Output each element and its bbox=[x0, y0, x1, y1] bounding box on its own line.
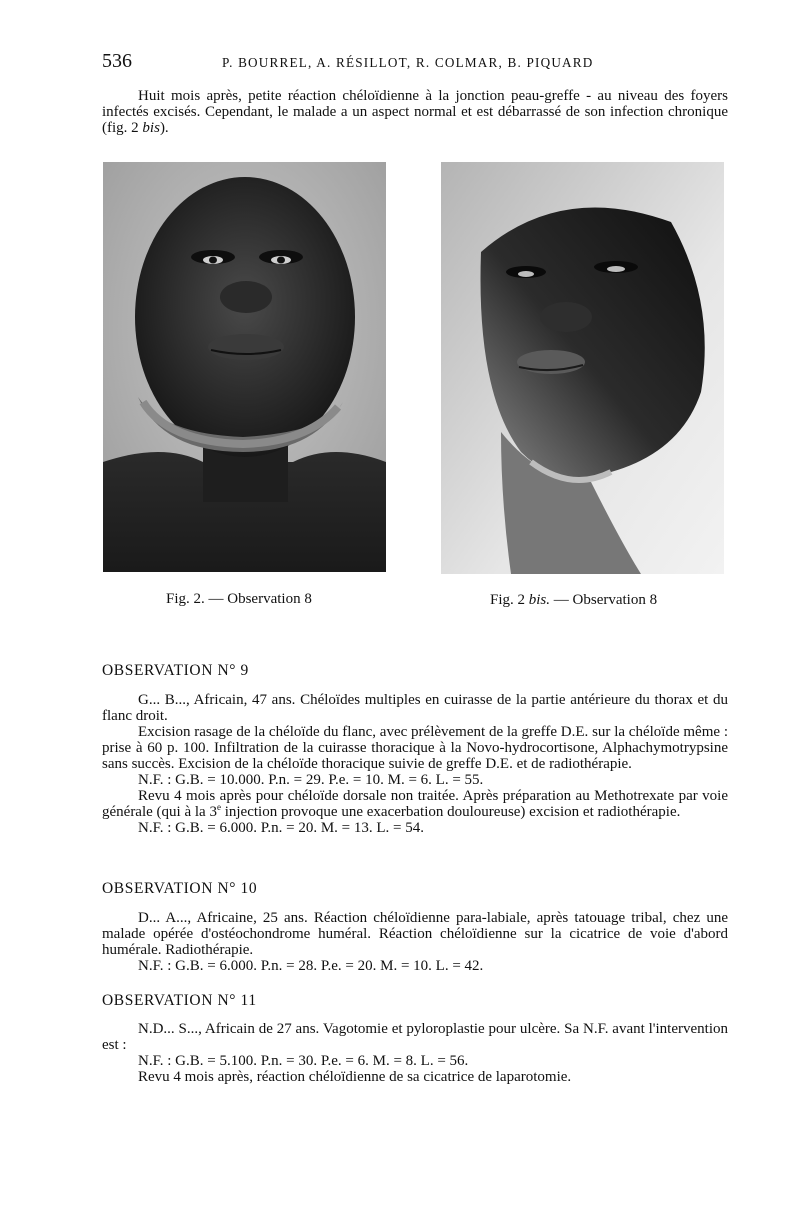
intro-text-end: ). bbox=[159, 120, 169, 136]
observation-9-paragraph-2: Excision rasage de la chéloïde du flanc, avec prélèvement de la greffe D.E. sur la chéloïde même : prise à 60 p. 100. Infiltration de la cuirasse thoracique à la Novo-hydrocortisone, Alphachymotrypsine sans succès. Excision de la chéloïde thoracique suivie de greffe D.E. et de radiothérapie. bbox=[102, 724, 728, 772]
observation-11-paragraph-1: N.D... S..., Africain de 27 ans. Vagotomie et pyloroplastie pour ulcère. Sa N.F. avant l'intervention est : bbox=[102, 1021, 728, 1053]
intro-paragraph bbox=[102, 88, 728, 136]
observation-9-blood-count-1: N.F. : G.B. = 10.000. P.n. = 29. P.e. = 10. M. = 6. L. = 55. bbox=[138, 772, 484, 788]
figure-2-bis-caption-label: Fig. 2 bbox=[490, 592, 529, 608]
observation-11-paragraph-3: Revu 4 mois après, réaction chéloïdienne de sa cicatrice de laparotomie. bbox=[138, 1069, 572, 1085]
observation-10-heading: OBSERVATION N° 10 bbox=[102, 880, 258, 897]
figure-2-bis-photo bbox=[441, 162, 724, 574]
page-number: 536 bbox=[102, 50, 132, 72]
observation-10-paragraph-1: D... A..., Africaine, 25 ans. Réaction chéloïdienne para-labiale, après tatouage tribal, chez une malade opérée d'ostéochondrome huméral. Réaction chéloïdienne sur la cicatrice de voie d'abord humérale. Radiothérapie. bbox=[102, 910, 728, 958]
observation-11-heading: OBSERVATION N° 11 bbox=[102, 992, 257, 1009]
observation-11-body bbox=[102, 1021, 728, 1085]
observation-10-body bbox=[102, 910, 728, 974]
figure-2-bis-caption-text: — Observation 8 bbox=[550, 592, 658, 608]
observation-9-body bbox=[102, 692, 728, 836]
observation-11-blood-count: N.F. : G.B. = 5.100. P.n. = 30. P.e. = 6. M. = 8. L. = 56. bbox=[138, 1053, 469, 1069]
observation-9-paragraph-4 bbox=[102, 788, 728, 820]
figure-2-bis-caption-italic: bis. bbox=[528, 592, 551, 608]
intro-text: Huit mois après, petite réaction chéloïdienne à la jonction peau-greffe - au niveau des foyers infectés excisés. Cependant, le malade a un aspect normal et est débarrassé de son infection chronique (fig. 2 bbox=[102, 88, 728, 136]
running-head bbox=[102, 50, 728, 74]
figure-2-bis-caption bbox=[490, 592, 657, 609]
observation-10-blood-count: N.F. : G.B. = 6.000. P.n. = 28. P.e. = 20. M. = 10. L. = 42. bbox=[138, 958, 484, 974]
observation-9-paragraph-4-text-end: injection provoque une exacerbation douloureuse) excision et radiothérapie. bbox=[220, 804, 681, 820]
observation-9-heading: OBSERVATION N° 9 bbox=[102, 662, 249, 679]
observation-9-paragraph-4-sup: e bbox=[216, 802, 221, 812]
intro-italic: bis bbox=[142, 120, 160, 136]
observation-9-paragraph-1: G... B..., Africain, 47 ans. Chéloïdes multiples en cuirasse de la partie antérieure du thorax et du flanc droit. bbox=[102, 692, 728, 724]
figure-2-photo bbox=[103, 162, 386, 572]
figure-2-caption-text: — Observation 8 bbox=[204, 591, 312, 607]
observation-9-paragraph-4-text: Revu 4 mois après pour chéloïde dorsale non traitée. Après préparation au Methotrexate par voie générale (qui à la 3 bbox=[102, 788, 728, 820]
observation-9-blood-count-2: N.F. : G.B. = 6.000. P.n. = 20. M. = 13. L. = 54. bbox=[138, 820, 424, 836]
figure-2-caption-label: Fig. 2. bbox=[166, 591, 205, 607]
figure-2-caption bbox=[166, 591, 312, 608]
author-line: P. BOURREL, A. RÉSILLOT, R. COLMAR, B. PIQUARD bbox=[222, 55, 594, 70]
